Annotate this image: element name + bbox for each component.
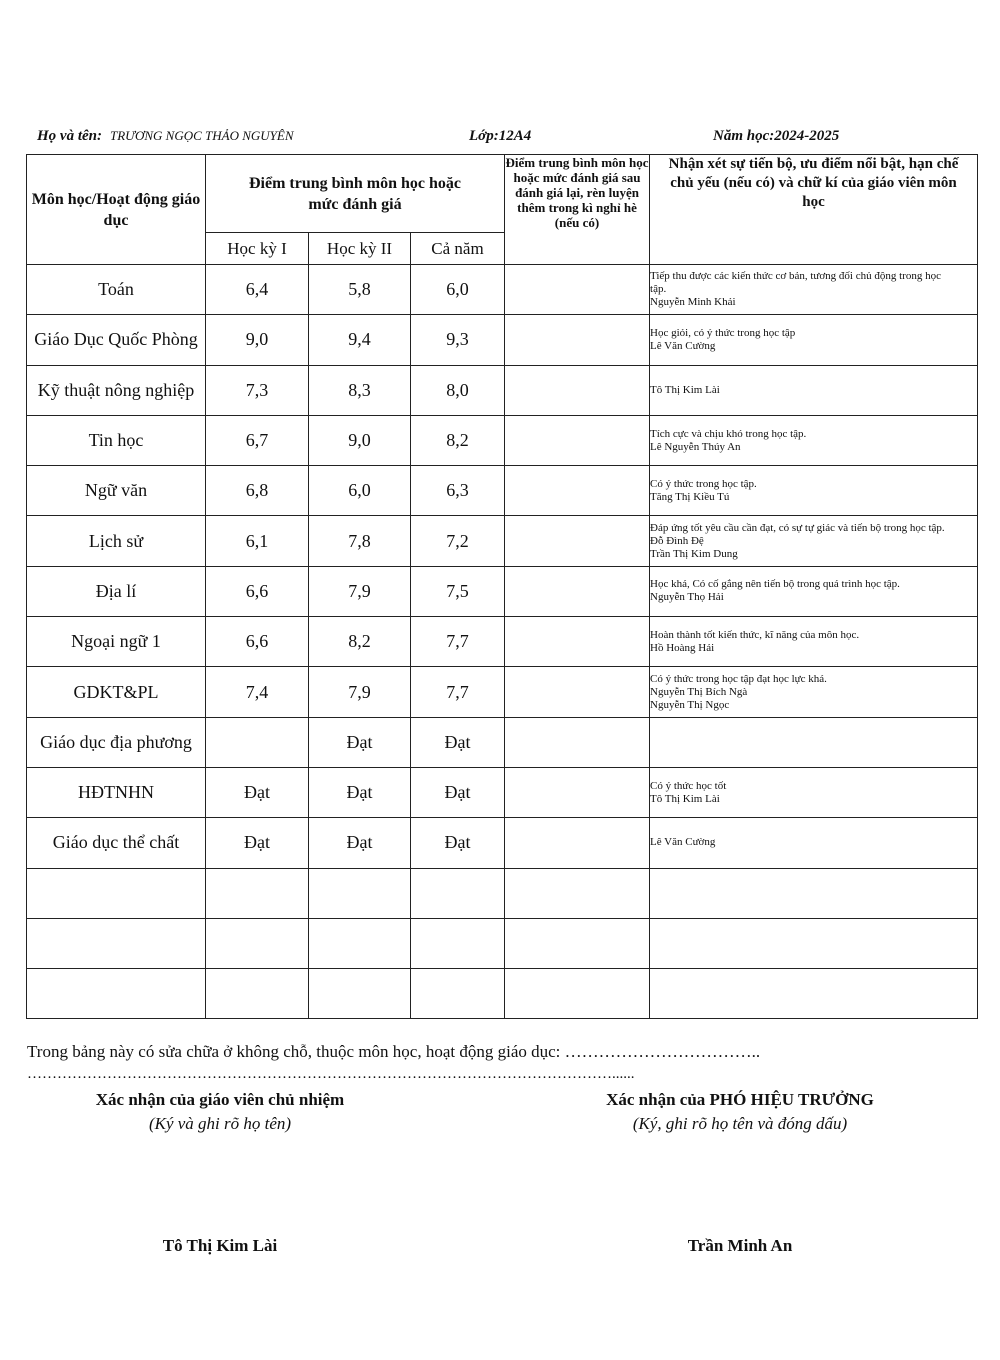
homeroom-confirm-instruction: (Ký và ghi rõ họ tên) xyxy=(148,1114,292,1133)
retest-cell xyxy=(505,516,650,566)
comment-cell xyxy=(650,868,978,918)
school-year-field xyxy=(713,128,839,145)
school-year: 2024-2025 xyxy=(774,128,840,144)
retest-cell xyxy=(505,918,650,968)
retest-cell xyxy=(505,617,650,667)
comment-cell xyxy=(650,717,978,767)
semester-1-cell: 9,0 xyxy=(206,315,309,365)
semester-1-cell: 6,7 xyxy=(206,415,309,465)
comment-line: Tô Thị Kim Lài xyxy=(650,792,720,805)
comment-line: tập. xyxy=(650,283,667,296)
comment-cell xyxy=(650,315,978,365)
comment-cell xyxy=(650,969,978,1019)
table-row xyxy=(27,466,978,516)
retest-cell xyxy=(505,717,650,767)
full-year-cell xyxy=(411,918,505,968)
semester-2-cell xyxy=(309,868,411,918)
subject-cell: Tin học xyxy=(27,415,206,465)
comment-line: Nguyễn Minh Khải xyxy=(650,296,736,309)
table-row xyxy=(27,717,978,767)
retest-cell xyxy=(505,868,650,918)
vice-principal-name: Trần Minh An xyxy=(687,1236,793,1255)
comment-line: Nguyễn Thọ Hải xyxy=(650,591,724,604)
comment-cell xyxy=(650,617,978,667)
vice-principal-confirm-title: Xác nhận của PHÓ HIỆU TRƯỞNG xyxy=(606,1090,874,1109)
semester-2-cell: Đạt xyxy=(309,767,411,817)
retest-cell xyxy=(505,315,650,365)
full-year-cell xyxy=(411,868,505,918)
table-row xyxy=(27,265,978,315)
subject-cell xyxy=(27,969,206,1019)
semester-1-cell xyxy=(206,918,309,968)
comment-cell xyxy=(650,918,978,968)
retest-cell xyxy=(505,566,650,616)
table-row xyxy=(27,667,978,717)
subject-cell: Ngữ văn xyxy=(27,466,206,516)
full-year-cell: 6,3 xyxy=(411,466,505,516)
full-year-cell: 9,3 xyxy=(411,315,505,365)
semester-1-cell xyxy=(206,969,309,1019)
semester-2-cell: 8,2 xyxy=(309,617,411,667)
comment-line: Trần Thị Kim Dung xyxy=(650,547,738,560)
retest-cell xyxy=(505,365,650,415)
semester-1-cell: 7,4 xyxy=(206,667,309,717)
subject-cell: Ngoại ngữ 1 xyxy=(27,617,206,667)
comment-line: Tiếp thu được các kiến thức cơ bản, tương đối chủ động trong học xyxy=(650,270,941,283)
comment-line: Có ý thức học tốt xyxy=(650,779,727,792)
semester-1-cell: 6,1 xyxy=(206,516,309,566)
comment-line: Lê Nguyễn Thúy An xyxy=(650,440,741,453)
retest-column-header: Điểm trung bình môn học hoặc mức đánh giá sau đánh giá lại, rèn luyện thêm trong kì nghỉ hè (nếu có) xyxy=(505,155,650,265)
homeroom-teacher-confirmation xyxy=(70,1090,370,1134)
table-row xyxy=(27,415,978,465)
semester-1-cell: 6,8 xyxy=(206,466,309,516)
retest-cell xyxy=(505,767,650,817)
comment-line: Lê Văn Cường xyxy=(650,836,716,849)
table-row xyxy=(27,566,978,616)
semester-2-cell: 9,4 xyxy=(309,315,411,365)
comment-cell xyxy=(650,767,978,817)
comment-line: Học giỏi, có ý thức trong học tập xyxy=(650,326,796,339)
full-year-cell: 7,7 xyxy=(411,617,505,667)
semester-2-header: Học kỳ II xyxy=(309,233,411,265)
comment-column-header: Nhận xét sự tiến bộ, ưu điểm nổi bật, hạn chế chủ yếu (nếu có) và chữ kí của giáo viên môn học xyxy=(650,155,978,265)
comment-line: Đỗ Đình Đệ xyxy=(650,534,704,547)
class-value: 12A4 xyxy=(498,128,532,144)
table-row xyxy=(27,969,978,1019)
table-row xyxy=(27,868,978,918)
semester-2-cell xyxy=(309,918,411,968)
subject-cell xyxy=(27,868,206,918)
comment-line: Có ý thức trong học tập. xyxy=(650,477,757,490)
student-name-field xyxy=(37,128,294,145)
full-year-cell: Đạt xyxy=(411,767,505,817)
comment-line: Nguyễn Thị Bích Ngà xyxy=(650,685,748,698)
semester-2-cell: 7,9 xyxy=(309,566,411,616)
class-field xyxy=(469,128,531,145)
semester-2-cell: 8,3 xyxy=(309,365,411,415)
table-row xyxy=(27,365,978,415)
comment-cell xyxy=(650,566,978,616)
full-year-cell: 8,0 xyxy=(411,365,505,415)
retest-cell xyxy=(505,969,650,1019)
class-label: Lớp: xyxy=(469,128,499,144)
subject-cell: Toán xyxy=(27,265,206,315)
semester-2-cell: 5,8 xyxy=(309,265,411,315)
retest-cell xyxy=(505,818,650,868)
full-year-cell: 6,0 xyxy=(411,265,505,315)
full-year-cell: 7,7 xyxy=(411,667,505,717)
comment-line: Học khá, Có cố gắng nên tiến bộ trong quá trình học tập. xyxy=(650,578,900,591)
retest-cell xyxy=(505,265,650,315)
homeroom-teacher-name: Tô Thị Kim Lài xyxy=(162,1236,278,1255)
semester-1-cell: Đạt xyxy=(206,767,309,817)
semester-1-cell: 6,4 xyxy=(206,265,309,315)
table-row xyxy=(27,818,978,868)
semester-2-cell: 7,8 xyxy=(309,516,411,566)
comment-cell xyxy=(650,265,978,315)
subject-column-header: Môn học/Hoạt động giáo dục xyxy=(27,155,206,265)
semester-1-cell: 6,6 xyxy=(206,566,309,616)
comment-line: Tăng Thị Kiều Tú xyxy=(650,490,730,503)
comment-cell xyxy=(650,365,978,415)
grade-rows xyxy=(27,265,978,1019)
comment-cell xyxy=(650,667,978,717)
subject-cell: Giáo Dục Quốc Phòng xyxy=(27,315,206,365)
comment-line: Đáp ứng tốt yêu cầu cần đạt, có sự tự giác và tiến bộ trong học tập. xyxy=(650,521,945,534)
table-row xyxy=(27,617,978,667)
semester-2-cell: Đạt xyxy=(309,717,411,767)
retest-cell xyxy=(505,466,650,516)
student-header xyxy=(37,128,977,148)
subject-cell: Lịch sử xyxy=(27,516,206,566)
homeroom-confirm-title: Xác nhận của giáo viên chủ nhiệm xyxy=(95,1090,345,1109)
semester-2-cell: 9,0 xyxy=(309,415,411,465)
retest-cell xyxy=(505,667,650,717)
semester-1-header: Học kỳ I xyxy=(206,233,309,265)
comment-line: Hoàn thành tốt kiến thức, kĩ năng của môn học. xyxy=(650,628,860,641)
subject-cell: GDKT&PL xyxy=(27,667,206,717)
comment-line: Có ý thức trong học tập đạt học lực khá. xyxy=(650,672,827,685)
full-year-cell xyxy=(411,969,505,1019)
full-year-cell: 7,5 xyxy=(411,566,505,616)
semester-2-cell: Đạt xyxy=(309,818,411,868)
year-label: Năm học: xyxy=(713,128,775,144)
comment-line: Hồ Hoàng Hải xyxy=(650,641,715,654)
subject-cell: Địa lí xyxy=(27,566,206,616)
semester-2-cell: 7,9 xyxy=(309,667,411,717)
semester-1-cell: 6,6 xyxy=(206,617,309,667)
full-year-cell: Đạt xyxy=(411,818,505,868)
table-row xyxy=(27,516,978,566)
subject-cell: Giáo dục thể chất xyxy=(27,818,206,868)
semester-2-cell xyxy=(309,969,411,1019)
semester-1-cell: Đạt xyxy=(206,818,309,868)
semester-2-cell: 6,0 xyxy=(309,466,411,516)
correction-dots: ………………………………………………………………………………………………………...... xyxy=(27,1066,635,1082)
retest-cell xyxy=(505,415,650,465)
vice-principal-confirmation xyxy=(590,1090,890,1134)
name-label: Họ và tên: xyxy=(37,128,102,144)
table-row xyxy=(27,918,978,968)
grades-table xyxy=(26,154,978,1019)
semester-1-cell xyxy=(206,717,309,767)
full-year-cell: 8,2 xyxy=(411,415,505,465)
subject-cell xyxy=(27,918,206,968)
table-row xyxy=(27,315,978,365)
vice-principal-confirm-instruction: (Ký, ghi rõ họ tên và đóng dấu) xyxy=(632,1114,848,1133)
subject-cell: HĐTNHN xyxy=(27,767,206,817)
semester-1-cell xyxy=(206,868,309,918)
comment-line: Tô Thị Kim Lài xyxy=(650,383,720,396)
table-row xyxy=(27,767,978,817)
full-year-cell: Đạt xyxy=(411,717,505,767)
correction-note: Trong bảng này có sửa chữa ở không chỗ, thuộc môn học, hoạt động giáo dục: …………………………….. xyxy=(27,1042,761,1061)
comment-cell xyxy=(650,818,978,868)
comment-cell xyxy=(650,466,978,516)
comment-cell xyxy=(650,516,978,566)
subject-cell: Kỹ thuật nông nghiệp xyxy=(27,365,206,415)
subject-cell: Giáo dục địa phương xyxy=(27,717,206,767)
comment-line: Nguyễn Thị Ngọc xyxy=(650,698,730,711)
semester-1-cell: 7,3 xyxy=(206,365,309,415)
comment-line: Tích cực và chịu khó trong học tập. xyxy=(650,427,807,440)
comment-cell xyxy=(650,415,978,465)
full-year-header: Cả năm xyxy=(411,233,505,265)
average-column-header: Điểm trung bình môn học hoặc mức đánh giá xyxy=(206,155,505,233)
comment-line: Lê Văn Cường xyxy=(650,339,716,352)
full-year-cell: 7,2 xyxy=(411,516,505,566)
student-name: TRƯƠNG NGỌC THẢO NGUYÊN xyxy=(110,128,294,143)
